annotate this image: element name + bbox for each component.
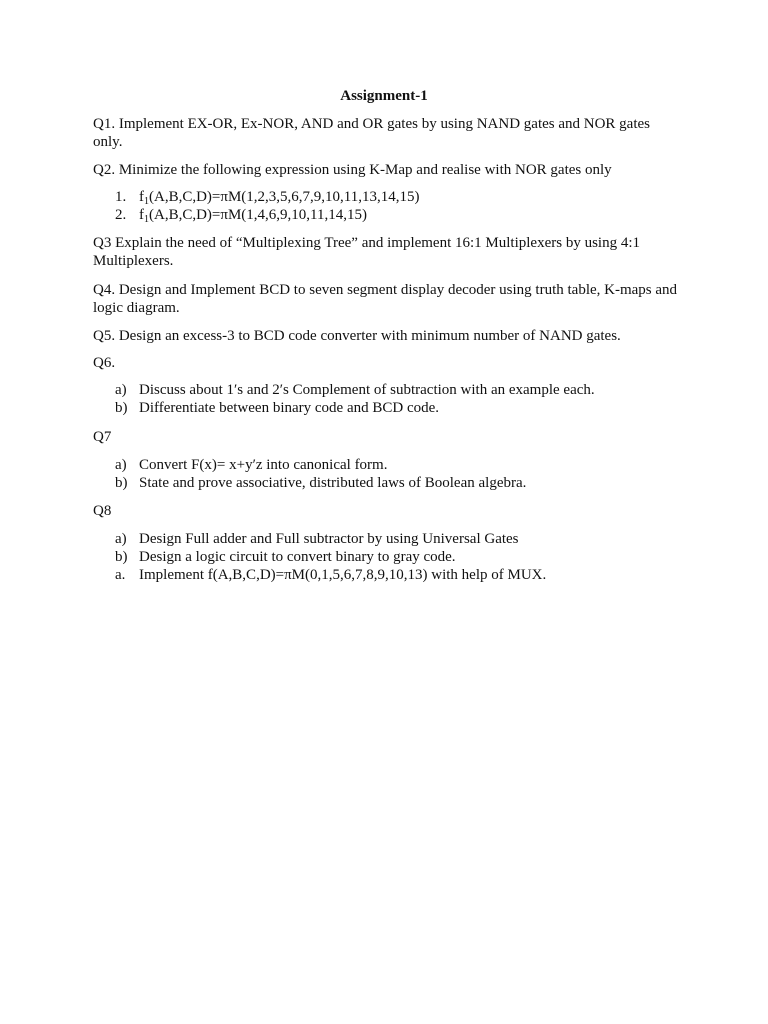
page-title: Assignment-1 — [340, 88, 428, 104]
list-marker: a) — [115, 531, 127, 547]
question-7-list — [93, 456, 683, 492]
list-item — [93, 474, 683, 492]
list-item — [93, 381, 683, 399]
list-item-text: Differentiate between binary code and BCD code. — [139, 400, 440, 416]
function-name: f — [139, 189, 144, 205]
list-marker: a) — [115, 382, 127, 398]
list-item — [93, 188, 683, 206]
list-item-text: Convert F(x)= x+y′z into canonical form. — [139, 457, 388, 473]
list-item-text: Implement f(A,B,C,D)=πM(0,1,5,6,7,8,9,10,13) with help of MUX. — [139, 567, 547, 583]
list-marker: a) — [115, 457, 127, 473]
function-subscript: 1 — [144, 196, 149, 207]
function-expression: (A,B,C,D)=πM(1,4,6,9,10,11,14,15) — [149, 207, 367, 223]
list-item-text: Design a logic circuit to convert binary to gray code. — [139, 549, 456, 565]
question-5: Q5. Design an excess-3 to BCD code converter with minimum number of NAND gates. — [93, 328, 621, 344]
list-item-text: Design Full adder and Full subtractor by using Universal Gates — [139, 531, 519, 547]
list-marker: 2. — [115, 207, 127, 223]
list-marker: b) — [115, 475, 128, 491]
question-2-list — [93, 188, 683, 224]
question-3: Q3 Explain the need of “Multiplexing Tree” and implement 16:1 Multiplexers by using 4:1 Multiplexers. — [93, 235, 641, 269]
list-item — [93, 566, 683, 584]
question-2: Q2. Minimize the following expression using K-Map and realise with NOR gates only — [93, 162, 612, 178]
function-name: f — [139, 207, 144, 223]
list-item — [93, 530, 683, 548]
list-item — [93, 456, 683, 474]
question-8-list — [93, 530, 683, 584]
question-1: Q1. Implement EX-OR, Ex-NOR, AND and OR gates by using NAND gates and NOR gates only. — [93, 116, 651, 150]
list-marker: b) — [115, 549, 128, 565]
list-item-text: State and prove associative, distributed laws of Boolean algebra. — [139, 475, 527, 491]
function-subscript: 1 — [144, 214, 149, 225]
question-4: Q4. Design and Implement BCD to seven segment display decoder using truth table, K-maps and logic diagram. — [93, 282, 678, 316]
list-marker: a. — [115, 567, 126, 583]
list-item — [93, 206, 683, 224]
question-6: Q6. — [93, 355, 116, 371]
list-item — [93, 399, 683, 417]
question-7: Q7 — [93, 429, 112, 445]
question-6-list — [93, 381, 683, 417]
list-marker: 1. — [115, 189, 127, 205]
list-item-text: Discuss about 1′s and 2′s Complement of subtraction with an example each. — [139, 382, 595, 398]
list-marker: b) — [115, 400, 128, 416]
list-item — [93, 548, 683, 566]
function-expression: (A,B,C,D)=πM(1,2,3,5,6,7,9,10,11,13,14,15) — [149, 189, 420, 205]
question-8: Q8 — [93, 503, 112, 519]
